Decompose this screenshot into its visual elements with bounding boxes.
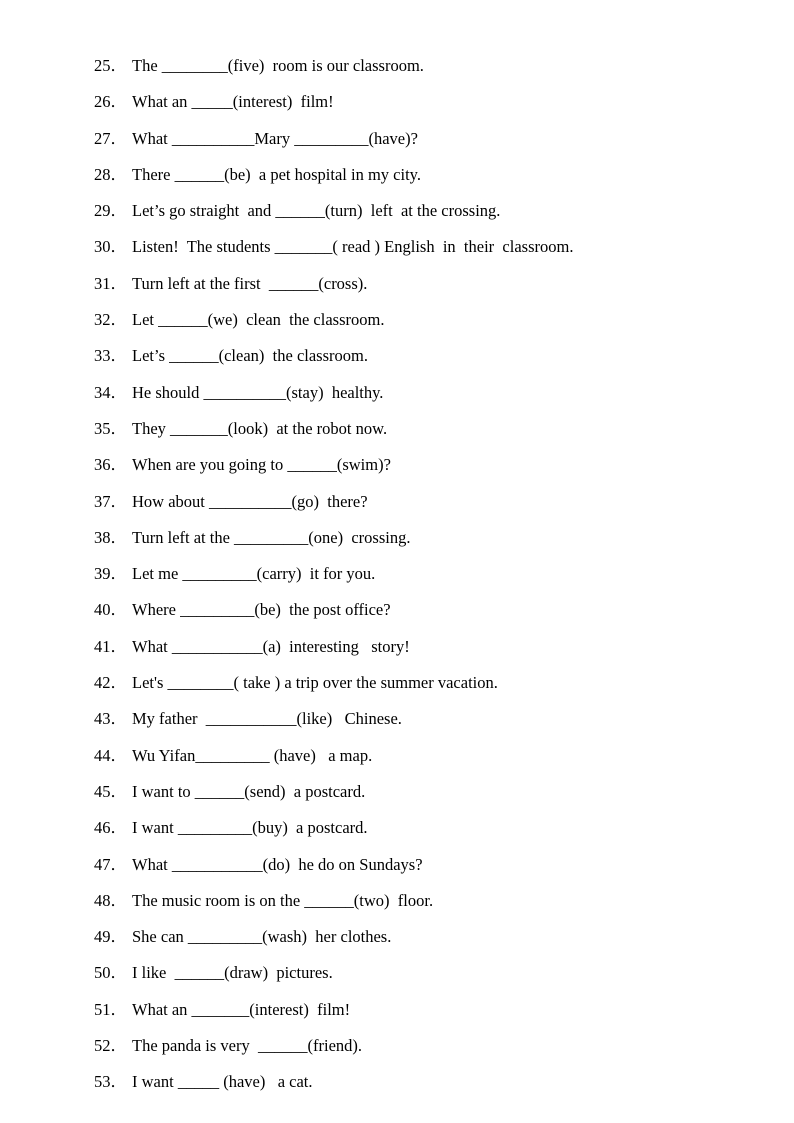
- exercise-number: 43．: [94, 709, 127, 729]
- exercise-item: [0, 996, 794, 1032]
- exercise-number: 49．: [94, 927, 127, 947]
- exercise-item: [0, 161, 794, 197]
- exercise-item: [0, 778, 794, 814]
- exercise-item: [0, 596, 794, 632]
- exercise-sentence: My father ___________(like) Chinese.: [132, 709, 402, 729]
- exercise-item: [0, 197, 794, 233]
- exercise-number: 48．: [94, 890, 127, 910]
- exercise-item: [0, 814, 794, 850]
- exercise-item: [0, 379, 794, 415]
- exercise-number: 51．: [94, 999, 127, 1019]
- exercise-number: 50．: [94, 963, 127, 983]
- exercise-number: 27．: [94, 128, 127, 148]
- exercise-number: 32．: [94, 310, 127, 330]
- exercise-item: [0, 488, 794, 524]
- exercise-number: 35．: [94, 418, 127, 438]
- exercise-sentence: I want _________(buy) a postcard.: [132, 818, 368, 838]
- exercise-sentence: They _______(look) at the robot now.: [132, 418, 388, 438]
- exercise-number: 38．: [94, 527, 127, 547]
- exercise-sentence: What __________Mary _________(have)?: [132, 128, 418, 148]
- exercise-sentence: What ___________(do) he do on Sundays?: [132, 854, 423, 874]
- exercise-sentence: When are you going to ______(swim)?: [132, 455, 391, 475]
- exercise-item: [0, 342, 794, 378]
- exercise-number: 36．: [94, 455, 127, 475]
- exercise-number: 31．: [94, 273, 127, 293]
- exercise-number: 28．: [94, 164, 127, 184]
- exercise-item: [0, 742, 794, 778]
- exercise-number: 34．: [94, 382, 127, 402]
- exercise-sentence: There ______(be) a pet hospital in my city.: [132, 164, 421, 184]
- exercise-item: [0, 1068, 794, 1104]
- exercise-sentence: I like ______(draw) pictures.: [132, 963, 333, 983]
- exercise-number: 52．: [94, 1036, 127, 1056]
- exercise-item: [0, 923, 794, 959]
- exercise-sentence: The ________(five) room is our classroom.: [132, 56, 424, 75]
- exercise-sentence: I want to ______(send) a postcard.: [132, 781, 366, 801]
- exercise-number: 29．: [94, 201, 127, 221]
- exercise-sentence: I want _____ (have) a cat.: [132, 1072, 313, 1092]
- exercise-sentence: The music room is on the ______(two) floor.: [132, 890, 434, 910]
- exercise-number: 41．: [94, 636, 127, 656]
- exercise-item: [0, 669, 794, 705]
- exercise-number: 26．: [94, 92, 127, 112]
- exercise-item: [0, 959, 794, 995]
- exercise-sentence: Let’s ______(clean) the classroom.: [132, 346, 368, 366]
- exercise-number: 30．: [94, 237, 127, 257]
- exercise-item: [0, 524, 794, 560]
- exercise-sentence: Let ______(we) clean the classroom.: [132, 310, 385, 330]
- exercise-sentence: What an _____(interest) film!: [132, 92, 334, 112]
- exercise-sentence: What ___________(a) interesting story!: [132, 636, 410, 656]
- exercise-item: [0, 88, 794, 124]
- exercise-sentence: Let me _________(carry) it for you.: [132, 564, 376, 584]
- exercise-number: 47．: [94, 854, 127, 874]
- exercise-item: [0, 233, 794, 269]
- exercise-number: 39．: [94, 564, 127, 584]
- exercise-sentence: Turn left at the first ______(cross).: [132, 273, 368, 293]
- exercise-item: [0, 52, 794, 88]
- exercise-sentence: He should __________(stay) healthy.: [132, 382, 384, 402]
- exercise-number: 46．: [94, 818, 127, 838]
- exercise-number: 40．: [94, 600, 127, 620]
- exercise-item: [0, 1032, 794, 1068]
- exercise-item: [0, 887, 794, 923]
- exercise-sentence: What an _______(interest) film!: [132, 999, 351, 1019]
- exercise-item: [0, 270, 794, 306]
- exercise-item: [0, 560, 794, 596]
- exercise-number: 45．: [94, 781, 127, 801]
- exercise-item: [0, 451, 794, 487]
- exercise-sentence: Where _________(be) the post office?: [132, 600, 391, 620]
- exercise-sentence: Wu Yifan_________ (have) a map.: [132, 745, 373, 765]
- exercise-item: [0, 705, 794, 741]
- exercise-item: [0, 415, 794, 451]
- exercise-number: 33．: [94, 346, 127, 366]
- exercise-number: 53．: [94, 1072, 127, 1092]
- exercise-number: 42．: [94, 673, 127, 693]
- exercise-number: 37．: [94, 491, 127, 511]
- exercise-sentence: Turn left at the _________(one) crossing.: [132, 527, 411, 547]
- exercise-sentence: Let’s go straight and ______(turn) left at the crossing.: [132, 201, 501, 221]
- exercise-number: 25．: [94, 56, 127, 75]
- exercise-sentence: Let's ________( take ) a trip over the summer vacation.: [132, 673, 498, 693]
- exercise-sentence: How about __________(go) there?: [132, 491, 368, 511]
- exercise-item: [0, 125, 794, 161]
- exercise-sentence: She can _________(wash) her clothes.: [132, 927, 392, 947]
- exercise-item: [0, 306, 794, 342]
- exercise-list: [0, 52, 794, 1105]
- exercise-sentence: Listen! The students _______( read ) English in their classroom.: [132, 237, 574, 257]
- exercise-item: [0, 633, 794, 669]
- exercise-number: 44．: [94, 745, 127, 765]
- exercise-sentence: The panda is very ______(friend).: [132, 1036, 363, 1056]
- exercise-item: [0, 851, 794, 887]
